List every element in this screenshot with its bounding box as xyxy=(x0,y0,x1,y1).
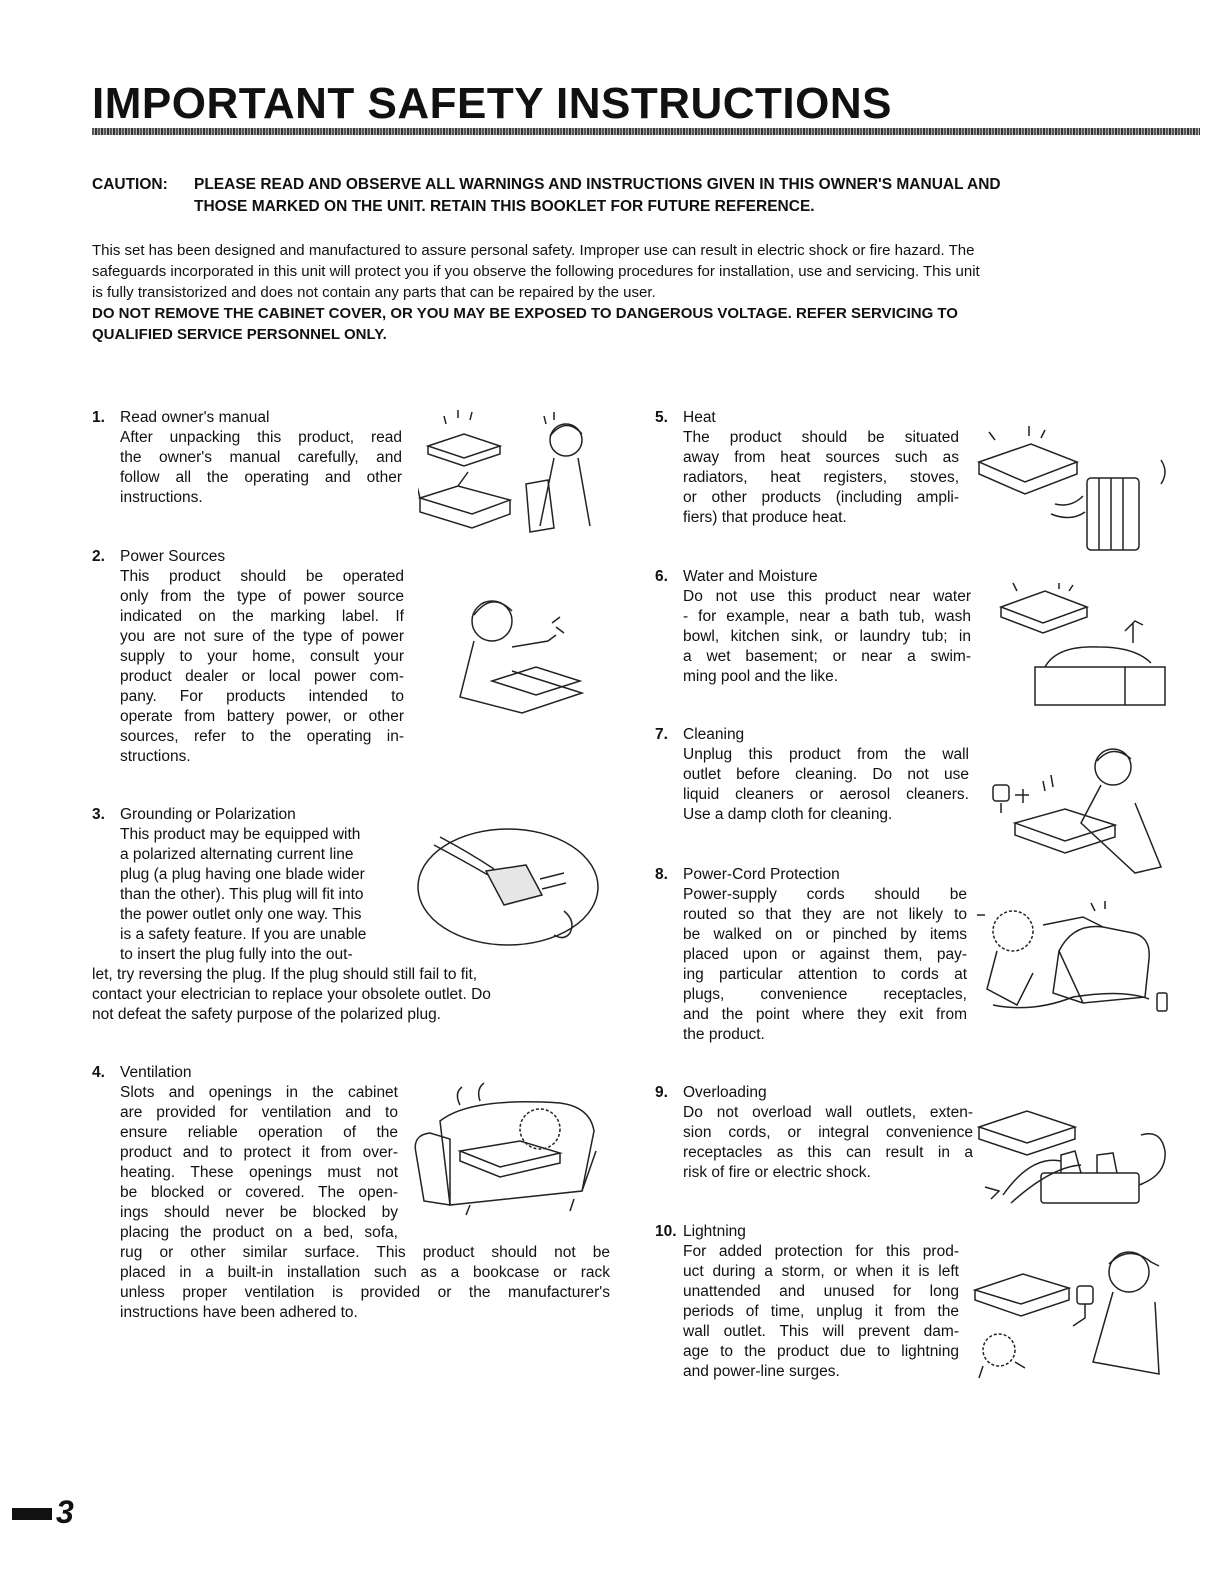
item-line: supply to your home, consult your xyxy=(120,648,404,665)
intro-line: safeguards incorporated in this unit will protect you if you observe the following procedures for installation, use and servicing. This unit xyxy=(92,263,980,280)
item-line: sion cords, or integral convenience xyxy=(683,1124,973,1141)
page-number: 3 xyxy=(56,1494,74,1530)
item-heading: Read owner's manual xyxy=(120,409,270,426)
reading-manual-illustration-icon xyxy=(418,408,598,538)
item-number: 9. xyxy=(655,1084,668,1101)
item-line: This product should be operated xyxy=(120,568,404,585)
item-line: to insert the plug fully into the out- xyxy=(120,946,353,963)
item-line: Slots and openings in the cabinet xyxy=(120,1084,398,1101)
item-line: radiators, heat registers, stoves, xyxy=(683,469,959,486)
item-line: Do not use this product near water xyxy=(683,588,971,605)
item-number: 3. xyxy=(92,806,105,823)
overloaded-outlet-illustration-icon xyxy=(971,1095,1171,1215)
item-line: ming pool and the like. xyxy=(683,668,839,685)
item-line: unless proper ventilation is provided or the manufacturer's xyxy=(120,1284,610,1301)
item-heading: Grounding or Polarization xyxy=(120,806,296,823)
item-heading: Water and Moisture xyxy=(683,568,818,585)
item-line: periods of time, unplug it from the xyxy=(683,1303,959,1320)
item-line: wall outlet. This will prevent dam- xyxy=(683,1323,959,1340)
item-line: than the other). This plug will fit into xyxy=(120,886,364,903)
caution-text xyxy=(194,174,1001,218)
item-line: ensure reliable operation of the xyxy=(120,1124,398,1141)
item-line: the owner's manual carefully, and xyxy=(120,449,402,466)
item-number: 6. xyxy=(655,568,668,585)
cabinet-warning: QUALIFIED SERVICE PERSONNEL ONLY. xyxy=(92,326,387,343)
item-line: contact your electrician to replace your obsolete outlet. Do xyxy=(92,986,491,1003)
item-line: liquid cleaners or aerosol cleaners. xyxy=(683,786,969,803)
heater-illustration-icon xyxy=(971,422,1181,562)
item-line: The product should be situated xyxy=(683,429,959,446)
item-body xyxy=(683,1242,959,1382)
item-line: be blocked or covered. The open- xyxy=(120,1184,398,1201)
item-body-continued xyxy=(92,965,582,1025)
item-body xyxy=(683,1103,973,1183)
item-line: structions. xyxy=(120,748,191,765)
title-divider xyxy=(92,128,1200,135)
intro-line: This set has been designed and manufactured to assure personal safety. Improper use can result in electric shock or fire hazard. The xyxy=(92,242,975,259)
item-body xyxy=(120,825,410,965)
caution-label: CAUTION: xyxy=(92,176,168,193)
item-line: the power outlet only one way. This xyxy=(120,906,362,923)
item-number: 2. xyxy=(92,548,105,565)
item-line: a polarized alternating current line xyxy=(120,846,354,863)
item-line: or other products (including ampli- xyxy=(683,489,959,506)
item-line: plugs, convenience receptacles, xyxy=(683,986,967,1003)
item-number: 5. xyxy=(655,409,668,426)
cabinet-warning: DO NOT REMOVE THE CABINET COVER, OR YOU MAY BE EXPOSED TO DANGEROUS VOLTAGE. REFER SERVICING TO xyxy=(92,305,958,322)
item-line: ing particular attention to cords at xyxy=(683,966,967,983)
item-line: age to the product due to lightning xyxy=(683,1343,959,1360)
item-body xyxy=(683,885,967,1045)
item-heading: Lightning xyxy=(683,1223,746,1240)
item-line: sources, refer to the operating in- xyxy=(120,728,404,745)
sofa-ventilation-illustration-icon xyxy=(410,1081,600,1221)
item-line: bowl, kitchen sink, or laundry tub; in xyxy=(683,628,971,645)
item-line: risk of fire or electric shock. xyxy=(683,1164,871,1181)
item-line: fiers) that produce heat. xyxy=(683,509,847,526)
item-line: and power-line surges. xyxy=(683,1363,840,1380)
item-heading: Power Sources xyxy=(120,548,226,565)
caution-line: PLEASE READ AND OBSERVE ALL WARNINGS AND INSTRUCTIONS GIVEN IN THIS OWNER'S MANUAL AND xyxy=(194,176,1001,193)
item-body-continued xyxy=(120,1243,610,1323)
item-line: you are not sure of the type of power xyxy=(120,628,404,645)
item-line: away from heat sources such as xyxy=(683,449,959,466)
item-line: Use a damp cloth for cleaning. xyxy=(683,806,893,823)
item-line: receptacles as this can result in a xyxy=(683,1144,973,1161)
item-line: ings should never be blocked by xyxy=(120,1204,398,1221)
item-heading: Ventilation xyxy=(120,1064,192,1081)
item-line: not defeat the safety purpose of the polarized plug. xyxy=(92,1006,441,1023)
item-line: instructions have been adhered to. xyxy=(120,1304,358,1321)
item-line: routed so that they are not likely to xyxy=(683,906,967,923)
caution-notice xyxy=(92,174,1172,218)
item-line: plug (a plug having one blade wider xyxy=(120,866,365,883)
item-line: heating. These openings must not xyxy=(120,1164,398,1181)
item-number: 10. xyxy=(655,1223,677,1240)
item-body xyxy=(683,587,971,687)
item-line: product and to protect it from over- xyxy=(120,1144,398,1161)
page-marker-bar xyxy=(12,1508,52,1520)
item-line: - for example, near a bath tub, wash xyxy=(683,608,971,625)
item-line: After unpacking this product, read xyxy=(120,429,402,446)
item-body xyxy=(120,567,404,767)
intro-paragraph xyxy=(92,240,1162,345)
item-line: be walked on or pinched by items xyxy=(683,926,967,943)
item-body xyxy=(683,428,959,528)
item-line: let, try reversing the plug. If the plug should still fail to fit, xyxy=(92,966,478,983)
item-line: uct during a storm, or when it is left xyxy=(683,1263,959,1280)
item-line: follow all the operating and other xyxy=(120,469,402,486)
item-line: only from the type of power source xyxy=(120,588,404,605)
item-line: For added protection for this prod- xyxy=(683,1243,959,1260)
item-line: placed in a built-in installation such as a bookcase or rack xyxy=(120,1264,610,1281)
item-line: a wet basement; or near a swim- xyxy=(683,648,971,665)
item-line: is a safety feature. If you are unable xyxy=(120,926,367,943)
item-heading: Heat xyxy=(683,409,716,426)
item-line: outlet before cleaning. Do not use xyxy=(683,766,969,783)
item-line: instructions. xyxy=(120,489,203,506)
item-number: 7. xyxy=(655,726,668,743)
intro-line: is fully transistorized and does not contain any parts that can be repaired by the user. xyxy=(92,284,656,301)
item-line: placing the product on a bed, sofa, xyxy=(120,1224,398,1241)
polarized-plug-icon xyxy=(414,825,604,955)
item-line: placed upon or against them, pay- xyxy=(683,946,967,963)
item-line: pany. For products intended to xyxy=(120,688,404,705)
item-line: operate from battery power, or other xyxy=(120,708,404,725)
item-number: 4. xyxy=(92,1064,105,1081)
item-heading: Cleaning xyxy=(683,726,745,743)
item-line: unattended and unused for long xyxy=(683,1283,959,1300)
item-line: Unplug this product from the wall xyxy=(683,746,969,763)
item-line: indicated on the marking label. If xyxy=(120,608,404,625)
caution-line: THOSE MARKED ON THE UNIT. RETAIN THIS BOOKLET FOR FUTURE REFERENCE. xyxy=(194,198,815,215)
item-body xyxy=(120,1083,398,1243)
item-line: rug or other similar surface. This product should not be xyxy=(120,1244,610,1261)
item-line: product dealer or local power com- xyxy=(120,668,404,685)
item-heading: Power-Cord Protection xyxy=(683,866,840,883)
item-line: the product. xyxy=(683,1026,765,1043)
power-cord-illustration-icon xyxy=(973,893,1173,1023)
power-source-illustration-icon xyxy=(452,587,592,717)
item-heading: Overloading xyxy=(683,1084,767,1101)
item-body xyxy=(120,428,402,508)
item-line: and the point where they exit from xyxy=(683,1006,967,1023)
item-number: 1. xyxy=(92,409,105,426)
page-title: IMPORTANT SAFETY INSTRUCTIONS xyxy=(92,79,892,128)
item-line: Power-supply cords should be xyxy=(683,886,967,903)
item-line: Do not overload wall outlets, exten- xyxy=(683,1104,973,1121)
cleaning-illustration-icon xyxy=(985,743,1165,883)
lightning-unplug-illustration-icon xyxy=(969,1242,1169,1382)
item-body xyxy=(683,745,969,825)
item-line: This product may be equipped with xyxy=(120,826,361,843)
item-line: are provided for ventilation and to xyxy=(120,1104,398,1121)
sink-water-illustration-icon xyxy=(995,581,1170,711)
item-number: 8. xyxy=(655,866,668,883)
